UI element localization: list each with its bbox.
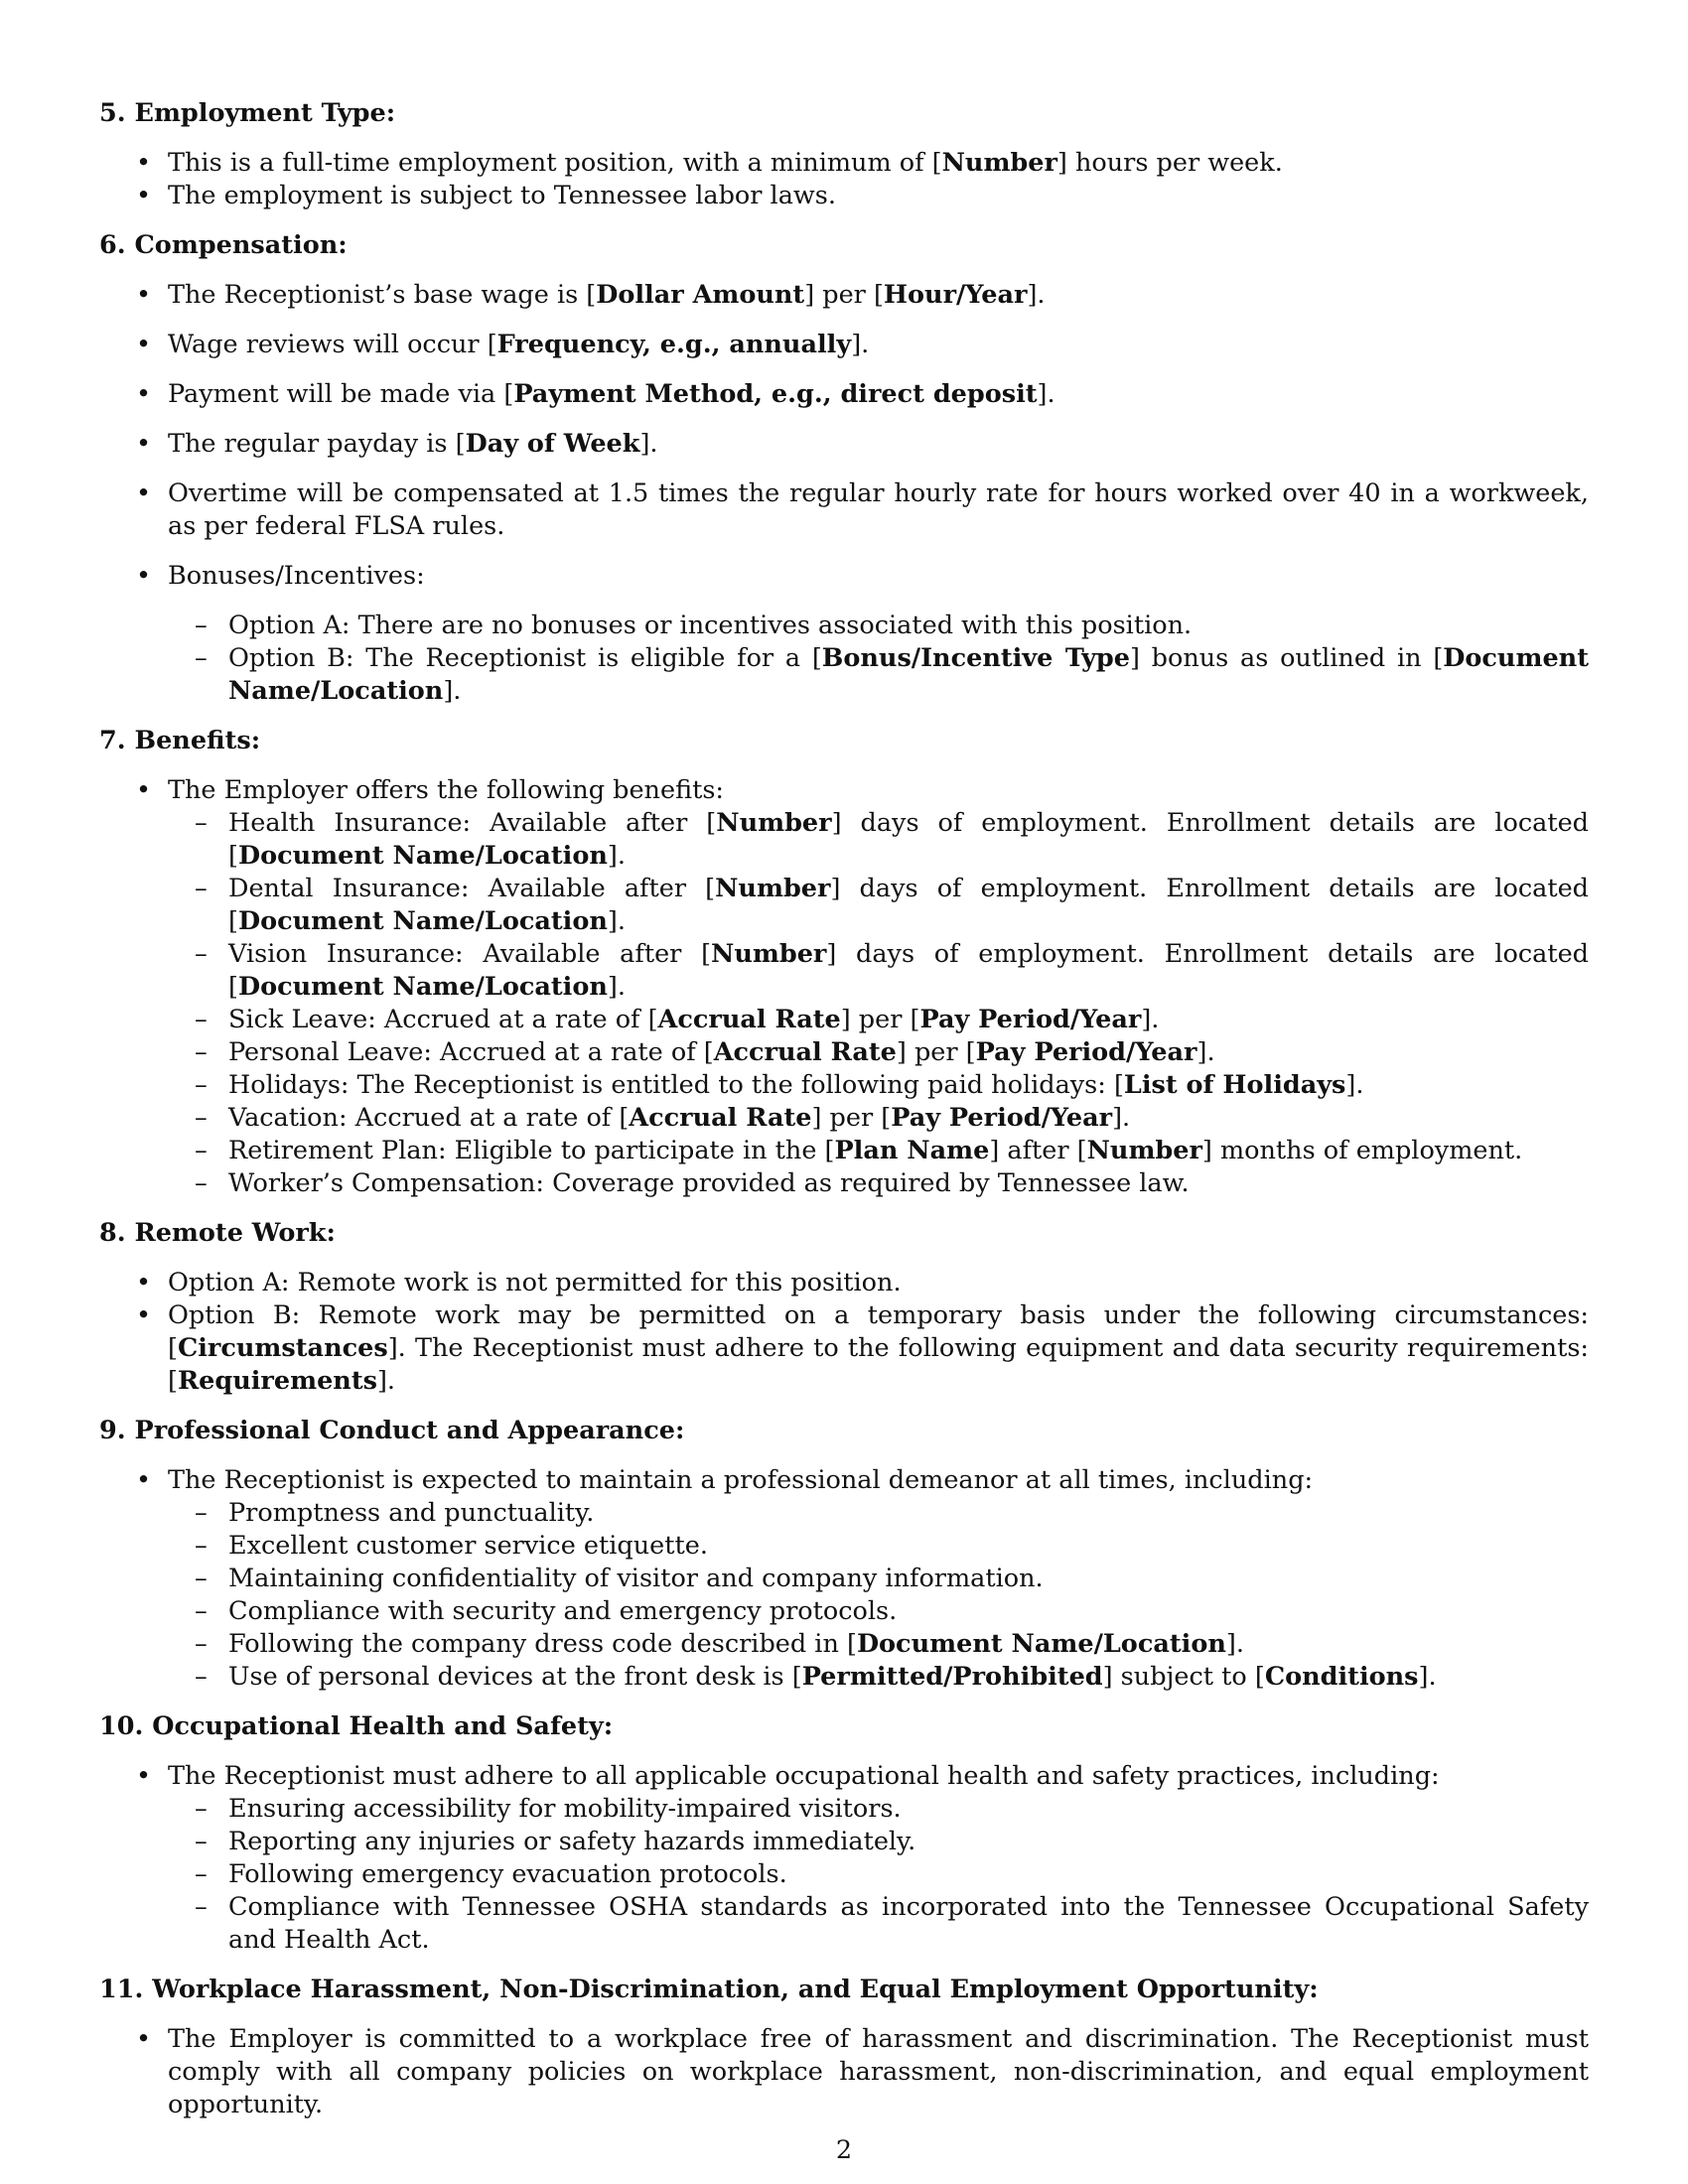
placeholder-field: Conditions: [1264, 1662, 1419, 1692]
placeholder-field: List of Holidays: [1123, 1070, 1346, 1100]
sub-item-text: [228, 1892, 1589, 1955]
list-item: [99, 147, 1589, 180]
sub-item-text: [228, 1103, 1130, 1133]
sub-list: [168, 1793, 1589, 1957]
text-run: ] per [: [811, 1103, 892, 1133]
text-run: ] months of employment.: [1201, 1136, 1523, 1165]
text-run: ].: [607, 972, 626, 1002]
text-run: ] per [: [804, 280, 884, 310]
list-item: [99, 1760, 1589, 1957]
text-run: ].: [1345, 1070, 1364, 1100]
sub-item-text: [228, 643, 1589, 706]
text-run: ].: [1225, 1629, 1244, 1659]
list-item: [99, 180, 1589, 212]
text-run: ].: [1037, 379, 1055, 409]
bullet-marker: •: [136, 1761, 152, 1791]
text-run: ].: [1196, 1037, 1215, 1067]
placeholder-field: Pay Period/Year: [975, 1037, 1197, 1067]
text-run: Following the company dress code described in [: [228, 1629, 857, 1659]
text-run: Personal Leave: Accrued at a rate of [: [228, 1037, 714, 1067]
bullet-marker: •: [136, 1268, 152, 1297]
dash-marker: –: [195, 808, 208, 838]
sub-list-item: [168, 807, 1589, 873]
list-item-text: [168, 1300, 1589, 1396]
section-number: 10.: [99, 1711, 144, 1741]
dash-marker: –: [195, 1136, 208, 1165]
bullet-marker: •: [136, 1300, 152, 1330]
bullet-marker: •: [136, 330, 152, 359]
text-run: ].: [1027, 280, 1046, 310]
text-run: Use of personal devices at the front desk is [: [228, 1662, 802, 1692]
placeholder-field: Circumstances: [177, 1333, 388, 1363]
sub-item-text: [228, 808, 1589, 871]
bullet-marker: •: [136, 775, 152, 805]
text-run: Option B: The Receptionist is eligible for a [: [228, 643, 822, 673]
sub-list-item: [168, 1891, 1589, 1957]
dash-marker: –: [195, 1037, 208, 1067]
list-item: [99, 2023, 1589, 2121]
section-5: [99, 97, 1589, 212]
text-run: Excellent customer service etiquette.: [228, 1531, 708, 1561]
placeholder-field: Payment Method, e.g., direct deposit: [513, 379, 1038, 409]
sub-item-text: [228, 1498, 594, 1528]
list-item-text: [168, 775, 724, 805]
bullet-marker: •: [136, 181, 152, 210]
list-item: [99, 378, 1589, 411]
placeholder-field: Hour/Year: [883, 280, 1028, 310]
list-item: [99, 774, 1589, 1200]
text-run: Option B: Remote work may be permitted on a temporary basis under the following circumstances: [: [168, 1300, 1589, 1363]
section-number: 5.: [99, 98, 126, 128]
section-6: [99, 229, 1589, 708]
text-run: Retirement Plan: Eligible to participate in the [: [228, 1136, 835, 1165]
bullet-list: [99, 279, 1589, 708]
placeholder-field: Document Name/Location: [228, 643, 1589, 706]
section-title: Benefits:: [134, 726, 261, 755]
text-run: The regular payday is [: [168, 429, 466, 459]
placeholder-field: Frequency, e.g., annually: [496, 330, 852, 359]
dash-marker: –: [195, 1892, 208, 1922]
text-run: The Receptionist must adhere to all applicable occupational health and safety practices, including:: [168, 1761, 1440, 1791]
text-run: ] bonus as outlined in [: [1129, 643, 1444, 673]
sub-item-text: [228, 1531, 708, 1561]
bullet-marker: •: [136, 561, 152, 591]
section-number: 8.: [99, 1218, 126, 1248]
list-item-text: [168, 330, 869, 359]
placeholder-field: Accrual Rate: [629, 1103, 812, 1133]
bullet-list: [99, 774, 1589, 1200]
text-run: The Receptionist’s base wage is [: [168, 280, 597, 310]
placeholder-field: Accrual Rate: [657, 1005, 841, 1034]
sub-list-item: [168, 1004, 1589, 1036]
placeholder-field: Document Name/Location: [237, 841, 608, 871]
sub-item-text: [228, 611, 1192, 640]
sub-item-text: [228, 1859, 787, 1889]
section-11: [99, 1974, 1589, 2121]
section-title: Compensation:: [134, 230, 348, 260]
text-run: ].: [1141, 1005, 1160, 1034]
placeholder-field: Bonus/Incentive Type: [821, 643, 1130, 673]
text-run: Promptness and punctuality.: [228, 1498, 595, 1528]
sub-list-item: [168, 873, 1589, 938]
bullet-marker: •: [136, 148, 152, 178]
sub-item-text: [228, 1037, 1215, 1067]
text-run: Ensuring accessibility for mobility-impaired visitors.: [228, 1794, 902, 1824]
section-7: [99, 725, 1589, 1200]
text-run: Dental Insurance: Available after [: [228, 874, 716, 903]
dash-marker: –: [195, 1794, 208, 1824]
dash-marker: –: [195, 1827, 208, 1856]
list-item: [99, 478, 1589, 543]
text-run: Bonuses/Incentives:: [168, 561, 425, 591]
text-run: ].: [607, 841, 626, 871]
dash-marker: –: [195, 1070, 208, 1100]
sub-list-item: [168, 1167, 1589, 1200]
sub-list-item: [168, 610, 1589, 642]
section-title: Occupational Health and Safety:: [152, 1711, 614, 1741]
sub-item-text: [228, 874, 1589, 936]
section-heading: [99, 1217, 1589, 1250]
sub-item-text: [228, 1827, 915, 1856]
text-run: Option A: There are no bonuses or incentives associated with this position.: [228, 611, 1193, 640]
list-item: [99, 1267, 1589, 1299]
sub-item-text: [228, 1564, 1044, 1593]
sub-item-text: [228, 1629, 1244, 1659]
list-item-text: [168, 2024, 1589, 2119]
text-run: Vision Insurance: Available after [: [228, 939, 712, 969]
sub-item-text: [228, 1136, 1522, 1165]
sub-list-item: [168, 1563, 1589, 1595]
page-number: 2: [835, 2135, 853, 2165]
text-run: Compliance with Tennessee OSHA standards as incorporated into the Tennessee Occupational Safety and Health Act.: [228, 1892, 1589, 1955]
dash-marker: –: [195, 939, 208, 969]
dash-marker: –: [195, 1859, 208, 1889]
sub-list: [168, 610, 1589, 708]
text-run: ].: [1112, 1103, 1131, 1133]
text-run: Following emergency evacuation protocols.: [228, 1859, 787, 1889]
text-run: Maintaining confidentiality of visitor and company information.: [228, 1564, 1044, 1593]
text-run: ] subject to [: [1102, 1662, 1265, 1692]
text-run: ] days of employment. Enrollment details are located [: [228, 808, 1589, 871]
sub-item-text: [228, 1005, 1159, 1034]
text-run: ].: [443, 676, 462, 706]
placeholder-field: Number: [716, 808, 832, 838]
text-run: Vacation: Accrued at a rate of [: [228, 1103, 630, 1133]
section-heading: [99, 97, 1589, 130]
placeholder-field: Number: [715, 874, 831, 903]
sub-list-item: [168, 1628, 1589, 1661]
section-number: 11.: [99, 1975, 144, 2004]
text-run: The Employer offers the following benefits:: [168, 775, 725, 805]
placeholder-field: Document Name/Location: [237, 906, 608, 936]
section-title: Professional Conduct and Appearance:: [134, 1416, 685, 1445]
placeholder-field: Pay Period/Year: [891, 1103, 1113, 1133]
dash-marker: –: [195, 874, 208, 903]
document-page: [99, 97, 1589, 2138]
bullet-marker: •: [136, 478, 152, 508]
sub-item-text: [228, 1662, 1437, 1692]
placeholder-field: Number: [941, 148, 1057, 178]
text-run: ] per [: [840, 1005, 920, 1034]
list-item: [99, 1299, 1589, 1398]
list-item-text: [168, 379, 1055, 409]
sub-list-item: [168, 1497, 1589, 1530]
text-run: ].: [851, 330, 870, 359]
text-run: ] per [: [896, 1037, 976, 1067]
sub-item-text: [228, 939, 1589, 1002]
text-run: Health Insurance: Available after [: [228, 808, 717, 838]
list-item-text: [168, 148, 1283, 178]
dash-marker: –: [195, 1629, 208, 1659]
list-item: [99, 329, 1589, 361]
list-item-text: [168, 478, 1589, 541]
text-run: Worker’s Compensation: Coverage provided as required by Tennessee law.: [228, 1168, 1190, 1198]
placeholder-field: Document Name/Location: [237, 972, 608, 1002]
text-run: ] days of employment. Enrollment details are located [: [228, 874, 1589, 936]
sub-list-item: [168, 1661, 1589, 1694]
section-heading: [99, 229, 1589, 262]
bullet-marker: •: [136, 2024, 152, 2054]
dash-marker: –: [195, 1103, 208, 1133]
text-run: This is a full-time employment position, with a minimum of [: [168, 148, 942, 178]
sub-list-item: [168, 938, 1589, 1004]
text-run: Option A: Remote work is not permitted for this position.: [168, 1268, 902, 1297]
text-run: ].: [1418, 1662, 1437, 1692]
section-10: [99, 1710, 1589, 1957]
sub-list-item: [168, 1069, 1589, 1102]
list-item-text: [168, 1268, 902, 1297]
placeholder-field: Permitted/Prohibited: [801, 1662, 1103, 1692]
sub-list-item: [168, 642, 1589, 708]
bullet-list: [99, 147, 1589, 212]
bullet-marker: •: [136, 429, 152, 459]
placeholder-field: Requirements: [177, 1366, 377, 1396]
dash-marker: –: [195, 1564, 208, 1593]
section-title: Workplace Harassment, Non-Discrimination, and Equal Employment Opportunity:: [152, 1975, 1319, 2004]
text-run: The Employer is committed to a workplace free of harassment and discrimination. The Receptionist must comply with all company policies on workplace harassment, non-discrimination, and equal employment opportunity.: [168, 2024, 1589, 2119]
placeholder-field: Accrual Rate: [713, 1037, 897, 1067]
placeholder-field: Day of Week: [465, 429, 640, 459]
placeholder-field: Dollar Amount: [596, 280, 805, 310]
dash-marker: –: [195, 1531, 208, 1561]
list-item-text: [168, 429, 658, 459]
text-run: Reporting any injuries or safety hazards immediately.: [228, 1827, 916, 1856]
list-item-text: [168, 1761, 1440, 1791]
placeholder-field: Number: [1086, 1136, 1202, 1165]
text-run: ]. The Receptionist must adhere to the following equipment and data security requirements: [: [168, 1333, 1589, 1396]
section-9: [99, 1415, 1589, 1694]
text-run: ] after [: [989, 1136, 1087, 1165]
list-item-text: [168, 561, 425, 591]
text-run: The employment is subject to Tennessee labor laws.: [168, 181, 836, 210]
bullet-marker: •: [136, 1465, 152, 1495]
section-number: 9.: [99, 1416, 126, 1445]
section-heading: [99, 1974, 1589, 2006]
sub-list-item: [168, 1858, 1589, 1891]
text-run: ].: [376, 1366, 396, 1396]
sub-list-item: [168, 1826, 1589, 1858]
list-item: [99, 560, 1589, 708]
sub-list-item: [168, 1595, 1589, 1628]
section-heading: [99, 1415, 1589, 1447]
list-item-text: [168, 1465, 1313, 1495]
section-number: 6.: [99, 230, 126, 260]
sub-list-item: [168, 1530, 1589, 1563]
placeholder-field: Plan Name: [834, 1136, 990, 1165]
dash-marker: –: [195, 643, 208, 673]
text-run: Sick Leave: Accrued at a rate of [: [228, 1005, 658, 1034]
sub-list-item: [168, 1135, 1589, 1167]
text-run: ].: [607, 906, 626, 936]
sub-list: [168, 807, 1589, 1200]
placeholder-field: Number: [711, 939, 827, 969]
bullet-list: [99, 2023, 1589, 2121]
bullet-list: [99, 1760, 1589, 1957]
dash-marker: –: [195, 1596, 208, 1626]
list-item: [99, 1464, 1589, 1694]
section-8: [99, 1217, 1589, 1398]
section-title: Remote Work:: [134, 1218, 336, 1248]
bullet-list: [99, 1464, 1589, 1694]
placeholder-field: Pay Period/Year: [919, 1005, 1142, 1034]
sub-item-text: [228, 1070, 1363, 1100]
text-run: Payment will be made via [: [168, 379, 514, 409]
bullet-marker: •: [136, 280, 152, 310]
text-run: The Receptionist is expected to maintain a professional demeanor at all times, including:: [168, 1465, 1314, 1495]
dash-marker: –: [195, 1498, 208, 1528]
sub-list-item: [168, 1102, 1589, 1135]
bullet-marker: •: [136, 379, 152, 409]
dash-marker: –: [195, 611, 208, 640]
text-run: Holidays: The Receptionist is entitled to the following paid holidays: [: [228, 1070, 1124, 1100]
dash-marker: –: [195, 1168, 208, 1198]
sub-item-text: [228, 1794, 902, 1824]
dash-marker: –: [195, 1662, 208, 1692]
section-heading: [99, 725, 1589, 757]
section-number: 7.: [99, 726, 126, 755]
text-run: Overtime will be compensated at 1.5 times the regular hourly rate for hours worked over 40 in a workweek, as per federal FLSA rules.: [168, 478, 1589, 541]
sub-item-text: [228, 1168, 1190, 1198]
sub-list-item: [168, 1036, 1589, 1069]
placeholder-field: Document Name/Location: [856, 1629, 1226, 1659]
list-item-text: [168, 280, 1046, 310]
text-run: ].: [639, 429, 658, 459]
bullet-list: [99, 1267, 1589, 1398]
list-item: [99, 279, 1589, 312]
section-title: Employment Type:: [134, 98, 396, 128]
list-item-text: [168, 181, 836, 210]
section-heading: [99, 1710, 1589, 1743]
text-run: ] days of employment. Enrollment details are located [: [228, 939, 1589, 1002]
sub-item-text: [228, 1596, 897, 1626]
sub-list: [168, 1497, 1589, 1694]
sub-list-item: [168, 1793, 1589, 1826]
text-run: ] hours per week.: [1056, 148, 1283, 178]
dash-marker: –: [195, 1005, 208, 1034]
text-run: Wage reviews will occur [: [168, 330, 497, 359]
text-run: Compliance with security and emergency protocols.: [228, 1596, 898, 1626]
list-item: [99, 428, 1589, 461]
